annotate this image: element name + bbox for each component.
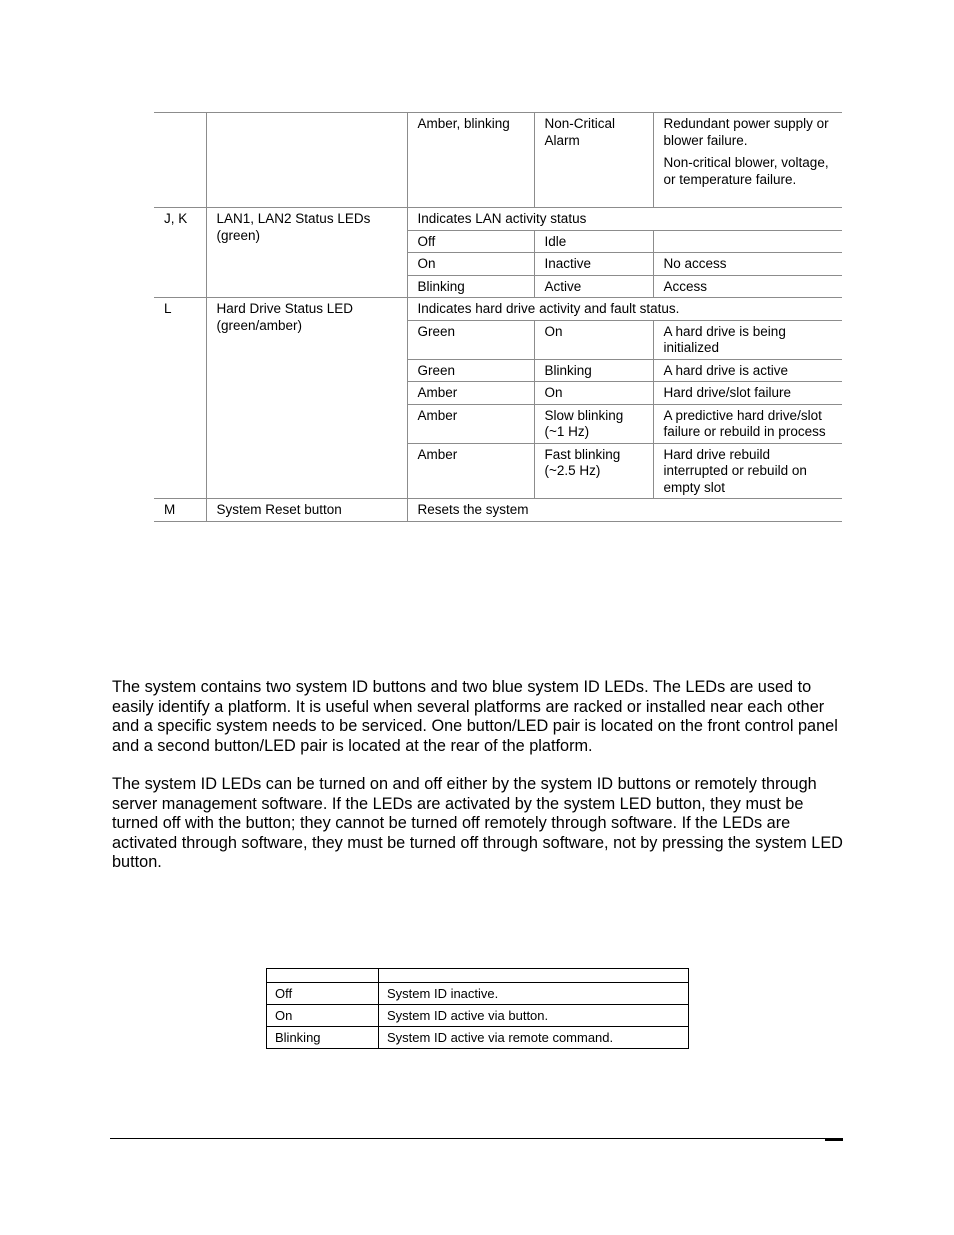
led-color-cell: Amber [407,404,534,443]
table-row [267,983,689,1005]
led-summary-cell: Resets the system [407,499,842,522]
led-state-cell: Inactive [534,253,653,276]
led-state-cell: Blinking [267,1027,379,1049]
header-cell [379,969,689,983]
led-description-cell: System ID active via button. [379,1005,689,1027]
led-id-cell [154,113,206,208]
led-color-cell: Green [407,359,534,382]
footer-accent-mark [825,1139,843,1141]
system-id-led-table [266,968,689,1049]
table-row [154,298,842,321]
led-color-cell: Green [407,320,534,359]
footer-divider [110,1138,843,1139]
led-state-cell: On [534,382,653,405]
description-line: Redundant power supply or blower failure. [663,116,829,148]
led-description-cell: A predictive hard drive/slot failure or rebuild in process [653,404,842,443]
led-id-cell: L [154,298,206,499]
led-description-cell: Hard drive rebuild interrupted or rebuild on empty slot [653,443,842,499]
led-state-cell: Slow blinking (~1 Hz) [534,404,653,443]
led-name-cell [206,113,407,208]
led-color-cell: On [407,253,534,276]
body-paragraph: The system ID LEDs can be turned on and off either by the system ID buttons or remotely through server management software. If the LEDs are activated by the system LED button, they must be turned off with the button; they cannot be turned off remotely through software. If the LEDs are activated through software, they must be turned off through software, not by pressing the system LED button. [112,775,843,872]
led-id-cell: J, K [154,208,206,298]
led-summary-cell: Indicates hard drive activity and fault status. [407,298,842,321]
led-state-cell: Idle [534,230,653,253]
led-color-cell: Amber [407,443,534,499]
led-state-cell: Non-Critical Alarm [534,113,653,208]
led-summary-cell: Indicates LAN activity status [407,208,842,231]
led-state-cell: Off [267,983,379,1005]
led-description-cell [653,113,842,208]
led-name-cell: Hard Drive Status LED (green/amber) [206,298,407,499]
led-description-cell: A hard drive is being initialized [653,320,842,359]
led-color-cell: Amber [407,382,534,405]
led-state-cell: Active [534,275,653,298]
led-description-cell: Access [653,275,842,298]
header-cell [267,969,379,983]
led-description-cell: System ID inactive. [379,983,689,1005]
body-paragraph: The system contains two system ID buttons and two blue system ID LEDs. The LEDs are used to easily identify a platform. It is useful when several platforms are racked or installed near each other and a specific system needs to be serviced. One button/LED pair is located on the front control panel and a second button/LED pair is located at the rear of the platform. [112,678,838,755]
led-state-cell: Blinking [534,359,653,382]
led-status-table [154,112,842,522]
led-id-cell: M [154,499,206,522]
led-description-cell: No access [653,253,842,276]
table-row [154,113,842,208]
table-row [154,499,842,522]
led-state-cell: On [534,320,653,359]
table-header-row [267,969,689,983]
led-description-cell: System ID active via remote command. [379,1027,689,1049]
table-row [267,1005,689,1027]
led-color-cell: Amber, blinking [407,113,534,208]
led-description-cell: A hard drive is active [653,359,842,382]
led-description-cell: Hard drive/slot failure [653,382,842,405]
description-line: Non-critical blower, voltage, or temperature failure. [663,155,829,187]
led-color-cell: Off [407,230,534,253]
led-name-cell: System Reset button [206,499,407,522]
led-description-cell [653,230,842,253]
led-state-cell: Fast blinking (~2.5 Hz) [534,443,653,499]
led-name-cell: LAN1, LAN2 Status LEDs (green) [206,208,407,298]
led-state-cell: On [267,1005,379,1027]
led-color-cell: Blinking [407,275,534,298]
table-row [154,208,842,231]
table-row [267,1027,689,1049]
